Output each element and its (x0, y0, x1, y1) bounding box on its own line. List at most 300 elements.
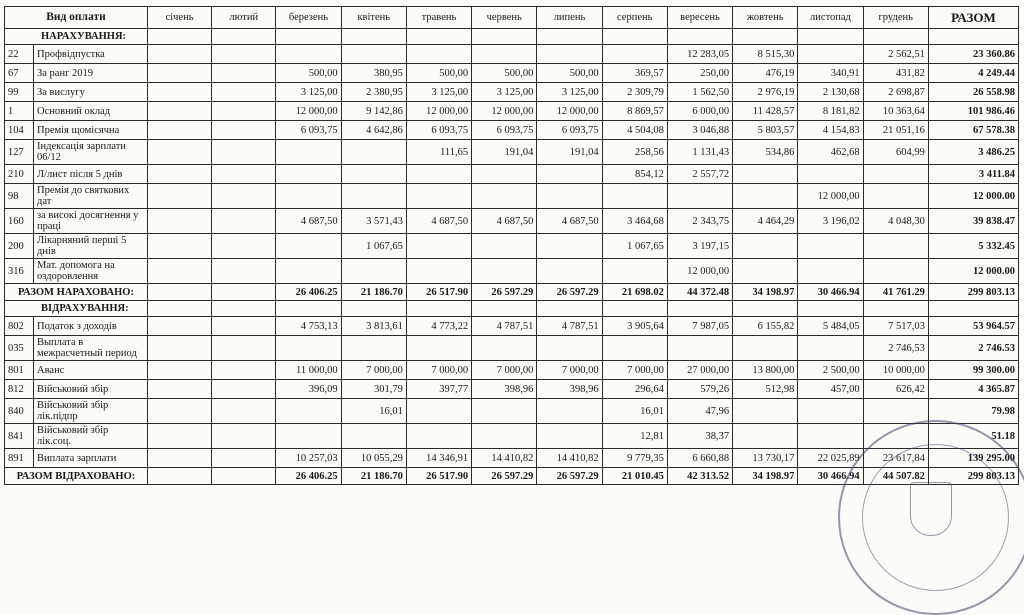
table-row (5, 317, 1019, 336)
month-value: 5 484,05 (798, 317, 863, 336)
row-total: 79.98 (928, 399, 1018, 424)
month-value (667, 184, 732, 209)
month-value (863, 399, 928, 424)
month-header: червень (472, 7, 537, 29)
sum-row (5, 468, 1019, 485)
empty-cell (537, 29, 602, 45)
month-value: 3 125,00 (472, 83, 537, 102)
month-value (472, 424, 537, 449)
table-row (5, 336, 1019, 361)
table-body (5, 29, 1019, 485)
month-value: 398,96 (537, 380, 602, 399)
month-value (733, 399, 798, 424)
sum-value: 44 372.48 (667, 284, 732, 301)
empty-cell (147, 29, 211, 45)
month-value (602, 45, 667, 64)
month-value (147, 184, 211, 209)
month-value (147, 317, 211, 336)
month-value (212, 424, 276, 449)
month-value (406, 424, 471, 449)
sum-value (212, 284, 276, 301)
row-name: Премія щомісячна (34, 121, 148, 140)
month-value: 12,81 (602, 424, 667, 449)
row-name: Лікарняний перші 5 днів (34, 234, 148, 259)
sum-value: 30 466.94 (798, 284, 863, 301)
month-value (147, 165, 211, 184)
row-total: 23 360.86 (928, 45, 1018, 64)
month-value: 2 500,00 (798, 361, 863, 380)
month-header: липень (537, 7, 602, 29)
row-total: 53 964.57 (928, 317, 1018, 336)
empty-cell (276, 29, 341, 45)
row-name: Премія до святкових дат (34, 184, 148, 209)
row-code: 840 (5, 399, 34, 424)
empty-cell (472, 301, 537, 317)
month-value: 2 976,19 (733, 83, 798, 102)
month-value: 2 309,79 (602, 83, 667, 102)
month-value: 3 125,00 (406, 83, 471, 102)
month-value (147, 209, 211, 234)
row-total: 139 295.00 (928, 449, 1018, 468)
month-value: 10 000,00 (863, 361, 928, 380)
month-value: 2 380,95 (341, 83, 406, 102)
month-value: 3 813,61 (341, 317, 406, 336)
month-value (147, 45, 211, 64)
month-value (537, 259, 602, 284)
month-value: 1 131,43 (667, 140, 732, 165)
month-value (212, 121, 276, 140)
month-value (798, 336, 863, 361)
sum-value: 21 010.45 (602, 468, 667, 485)
empty-cell (537, 301, 602, 317)
month-header: грудень (863, 7, 928, 29)
month-value: 4 048,30 (863, 209, 928, 234)
month-value (472, 184, 537, 209)
month-value (406, 259, 471, 284)
month-value: 11 428,57 (733, 102, 798, 121)
empty-cell (602, 301, 667, 317)
month-value (798, 165, 863, 184)
month-value: 22 025,89 (798, 449, 863, 468)
month-value: 3 197,15 (667, 234, 732, 259)
month-value (212, 336, 276, 361)
empty-cell (733, 29, 798, 45)
sum-value: 21 186.70 (341, 284, 406, 301)
month-value (472, 399, 537, 424)
empty-cell (667, 29, 732, 45)
month-value: 6 155,82 (733, 317, 798, 336)
month-value: 534,86 (733, 140, 798, 165)
month-value (863, 259, 928, 284)
empty-cell (212, 29, 276, 45)
month-value (147, 380, 211, 399)
month-value: 4 773,22 (406, 317, 471, 336)
month-value: 2 746,53 (863, 336, 928, 361)
month-value: 4 687,50 (276, 209, 341, 234)
month-value: 7 000,00 (537, 361, 602, 380)
sum-total: 299 803.13 (928, 468, 1018, 485)
month-header: березень (276, 7, 341, 29)
month-value: 500,00 (276, 64, 341, 83)
month-value: 27 000,00 (667, 361, 732, 380)
month-value (147, 102, 211, 121)
sum-value (212, 468, 276, 485)
month-value: 626,42 (863, 380, 928, 399)
month-value (537, 399, 602, 424)
month-value (472, 259, 537, 284)
month-value: 38,37 (667, 424, 732, 449)
month-value: 398,96 (472, 380, 537, 399)
payroll-table (4, 6, 1019, 485)
month-value: 3 196,02 (798, 209, 863, 234)
month-value: 2 698,87 (863, 83, 928, 102)
month-value (147, 64, 211, 83)
month-value: 16,01 (341, 399, 406, 424)
month-value (537, 424, 602, 449)
month-value: 8 181,82 (798, 102, 863, 121)
table-row (5, 64, 1019, 83)
month-value (341, 259, 406, 284)
month-value (341, 140, 406, 165)
row-code: 98 (5, 184, 34, 209)
row-total: 39 838.47 (928, 209, 1018, 234)
row-name: Податок з доходів (34, 317, 148, 336)
row-code: 1 (5, 102, 34, 121)
month-value: 16,01 (602, 399, 667, 424)
month-value (212, 399, 276, 424)
month-value (733, 234, 798, 259)
row-total: 3 486.25 (928, 140, 1018, 165)
month-value (863, 184, 928, 209)
month-value: 10 257,03 (276, 449, 341, 468)
sum-row (5, 284, 1019, 301)
month-value: 512,98 (733, 380, 798, 399)
month-value: 14 410,82 (537, 449, 602, 468)
row-name: Выплата в межрасчетный период (34, 336, 148, 361)
month-value (472, 336, 537, 361)
sum-value: 42 313.52 (667, 468, 732, 485)
sum-value: 41 761.29 (863, 284, 928, 301)
row-name: Військовий збір лік.підпр (34, 399, 148, 424)
month-value: 7 000,00 (602, 361, 667, 380)
month-value (276, 424, 341, 449)
month-value (276, 184, 341, 209)
table-row (5, 234, 1019, 259)
coat-of-arms-icon (910, 482, 952, 536)
month-value: 10 055,29 (341, 449, 406, 468)
month-value (147, 449, 211, 468)
row-name: Військовий збір (34, 380, 148, 399)
month-value: 4 687,50 (537, 209, 602, 234)
month-value: 6 093,75 (276, 121, 341, 140)
month-value (212, 317, 276, 336)
month-header: квітень (341, 7, 406, 29)
empty-cell (733, 301, 798, 317)
month-value: 396,09 (276, 380, 341, 399)
month-value: 5 803,57 (733, 121, 798, 140)
row-code: 812 (5, 380, 34, 399)
empty-cell (276, 301, 341, 317)
sum-value (147, 284, 211, 301)
month-value: 340,91 (798, 64, 863, 83)
month-value (537, 336, 602, 361)
month-value (147, 259, 211, 284)
month-value (276, 234, 341, 259)
month-value: 500,00 (537, 64, 602, 83)
month-value: 397,77 (406, 380, 471, 399)
row-code: 160 (5, 209, 34, 234)
month-value: 13 730,17 (733, 449, 798, 468)
month-value: 7 517,03 (863, 317, 928, 336)
table-row (5, 449, 1019, 468)
month-value (147, 121, 211, 140)
month-value (212, 64, 276, 83)
row-total: 4 365.87 (928, 380, 1018, 399)
table-row (5, 380, 1019, 399)
month-value: 1 067,65 (602, 234, 667, 259)
month-value: 7 987,05 (667, 317, 732, 336)
month-value (406, 45, 471, 64)
row-total: 101 986.46 (928, 102, 1018, 121)
table-row (5, 102, 1019, 121)
section-title: НАРАХУВАННЯ: (5, 29, 148, 45)
month-value: 3 464,68 (602, 209, 667, 234)
month-value: 296,64 (602, 380, 667, 399)
table-row (5, 121, 1019, 140)
month-value: 14 346,91 (406, 449, 471, 468)
month-value: 579,26 (667, 380, 732, 399)
month-value (212, 361, 276, 380)
month-value: 500,00 (472, 64, 537, 83)
month-value (212, 45, 276, 64)
row-code: 104 (5, 121, 34, 140)
month-value: 7 000,00 (406, 361, 471, 380)
month-value: 369,57 (602, 64, 667, 83)
table-row (5, 165, 1019, 184)
month-value (212, 449, 276, 468)
section-header (5, 29, 1019, 45)
month-value (212, 259, 276, 284)
month-value (733, 165, 798, 184)
month-value: 4 687,50 (406, 209, 471, 234)
month-value: 2 562,51 (863, 45, 928, 64)
empty-cell (863, 301, 928, 317)
month-value: 12 000,00 (472, 102, 537, 121)
month-value (406, 184, 471, 209)
month-value: 2 557,72 (667, 165, 732, 184)
month-value: 4 753,13 (276, 317, 341, 336)
month-header: жовтень (733, 7, 798, 29)
month-value: 500,00 (406, 64, 471, 83)
month-value: 191,04 (537, 140, 602, 165)
month-value (276, 336, 341, 361)
month-value: 4 464,29 (733, 209, 798, 234)
row-total: 99 300.00 (928, 361, 1018, 380)
month-value: 7 000,00 (472, 361, 537, 380)
month-value (147, 361, 211, 380)
sum-value: 26 517.90 (406, 468, 471, 485)
table-row (5, 45, 1019, 64)
row-name: Основний оклад (34, 102, 148, 121)
month-value: 191,04 (472, 140, 537, 165)
month-value (733, 259, 798, 284)
table-row (5, 83, 1019, 102)
row-total: 5 332.45 (928, 234, 1018, 259)
month-value: 4 787,51 (537, 317, 602, 336)
month-value (733, 424, 798, 449)
row-name: Л/лист після 5 днів (34, 165, 148, 184)
month-value: 12 000,00 (798, 184, 863, 209)
month-value: 431,82 (863, 64, 928, 83)
month-value: 12 000,00 (667, 259, 732, 284)
row-name: Військовий збір лік.соц. (34, 424, 148, 449)
month-value: 6 093,75 (537, 121, 602, 140)
month-value: 111,65 (406, 140, 471, 165)
empty-cell (472, 29, 537, 45)
month-value (341, 336, 406, 361)
month-value: 3 571,43 (341, 209, 406, 234)
month-value (798, 234, 863, 259)
empty-cell (928, 29, 1018, 45)
month-value: 4 787,51 (472, 317, 537, 336)
empty-cell (798, 301, 863, 317)
header-row (5, 7, 1019, 29)
month-value (212, 140, 276, 165)
month-value: 462,68 (798, 140, 863, 165)
month-value: 4 504,08 (602, 121, 667, 140)
month-header: листопад (798, 7, 863, 29)
month-value (798, 424, 863, 449)
empty-cell (798, 29, 863, 45)
row-name: За вислугу (34, 83, 148, 102)
row-code: 035 (5, 336, 34, 361)
empty-cell (406, 301, 471, 317)
month-value (341, 424, 406, 449)
month-value (147, 399, 211, 424)
month-value (147, 336, 211, 361)
month-value (667, 336, 732, 361)
month-value (406, 165, 471, 184)
month-value: 3 125,00 (276, 83, 341, 102)
month-value (602, 184, 667, 209)
sum-value (147, 468, 211, 485)
month-value: 9 779,35 (602, 449, 667, 468)
row-code: 67 (5, 64, 34, 83)
sum-value: 21 186.70 (341, 468, 406, 485)
empty-cell (406, 29, 471, 45)
month-value (798, 45, 863, 64)
month-value (147, 234, 211, 259)
empty-cell (341, 301, 406, 317)
month-header: серпень (602, 7, 667, 29)
month-value (212, 102, 276, 121)
row-name: Профвідпустка (34, 45, 148, 64)
month-value: 3 046,88 (667, 121, 732, 140)
sum-total: 299 803.13 (928, 284, 1018, 301)
month-value: 12 283,05 (667, 45, 732, 64)
row-code: 210 (5, 165, 34, 184)
month-value: 6 660,88 (667, 449, 732, 468)
section-title: ВІДРАХУВАННЯ: (5, 301, 148, 317)
month-value: 250,00 (667, 64, 732, 83)
month-value (276, 140, 341, 165)
month-value: 457,00 (798, 380, 863, 399)
month-value: 6 093,75 (472, 121, 537, 140)
month-value (276, 399, 341, 424)
month-value: 301,79 (341, 380, 406, 399)
month-value: 2 130,68 (798, 83, 863, 102)
month-value (341, 165, 406, 184)
sum-value: 34 198.97 (733, 468, 798, 485)
row-name: Індексація зарплати 06/12 (34, 140, 148, 165)
row-total: 51.18 (928, 424, 1018, 449)
month-value (212, 209, 276, 234)
row-code: 802 (5, 317, 34, 336)
month-value: 23 617,84 (863, 449, 928, 468)
sum-value: 26 597.29 (472, 468, 537, 485)
month-value (602, 259, 667, 284)
sum-label: РАЗОМ ВІДРАХОВАНО: (5, 468, 148, 485)
month-value (341, 45, 406, 64)
table-row (5, 424, 1019, 449)
row-code: 99 (5, 83, 34, 102)
row-code: 801 (5, 361, 34, 380)
month-value: 21 051,16 (863, 121, 928, 140)
month-value (537, 45, 602, 64)
month-value (472, 165, 537, 184)
month-value: 14 410,82 (472, 449, 537, 468)
month-value: 10 363,64 (863, 102, 928, 121)
row-total: 4 249.44 (928, 64, 1018, 83)
row-name: За ранг 2019 (34, 64, 148, 83)
month-value (276, 165, 341, 184)
month-value: 4 687,50 (472, 209, 537, 234)
month-value (212, 234, 276, 259)
month-value: 258,56 (602, 140, 667, 165)
month-value: 4 642,86 (341, 121, 406, 140)
month-value (341, 184, 406, 209)
row-total: 12 000.00 (928, 184, 1018, 209)
row-total: 67 578.38 (928, 121, 1018, 140)
empty-cell (212, 301, 276, 317)
sum-value: 26 406.25 (276, 284, 341, 301)
month-value (212, 380, 276, 399)
month-value: 47,96 (667, 399, 732, 424)
row-code: 127 (5, 140, 34, 165)
row-name: Аванс (34, 361, 148, 380)
month-value (733, 336, 798, 361)
month-value (406, 234, 471, 259)
month-value: 854,12 (602, 165, 667, 184)
sum-value: 21 698.02 (602, 284, 667, 301)
row-name: за високі досягнення у праці (34, 209, 148, 234)
month-value: 4 154,83 (798, 121, 863, 140)
sum-value: 26 406.25 (276, 468, 341, 485)
month-value: 6 093,75 (406, 121, 471, 140)
month-value: 8 869,57 (602, 102, 667, 121)
empty-cell (863, 29, 928, 45)
month-value: 476,19 (733, 64, 798, 83)
month-value (798, 399, 863, 424)
empty-cell (602, 29, 667, 45)
type-header: Вид оплати (5, 7, 148, 29)
month-value: 12 000,00 (406, 102, 471, 121)
sum-value: 26 597.29 (537, 284, 602, 301)
month-value: 8 515,30 (733, 45, 798, 64)
table-row (5, 209, 1019, 234)
month-header: вересень (667, 7, 732, 29)
month-value (472, 45, 537, 64)
